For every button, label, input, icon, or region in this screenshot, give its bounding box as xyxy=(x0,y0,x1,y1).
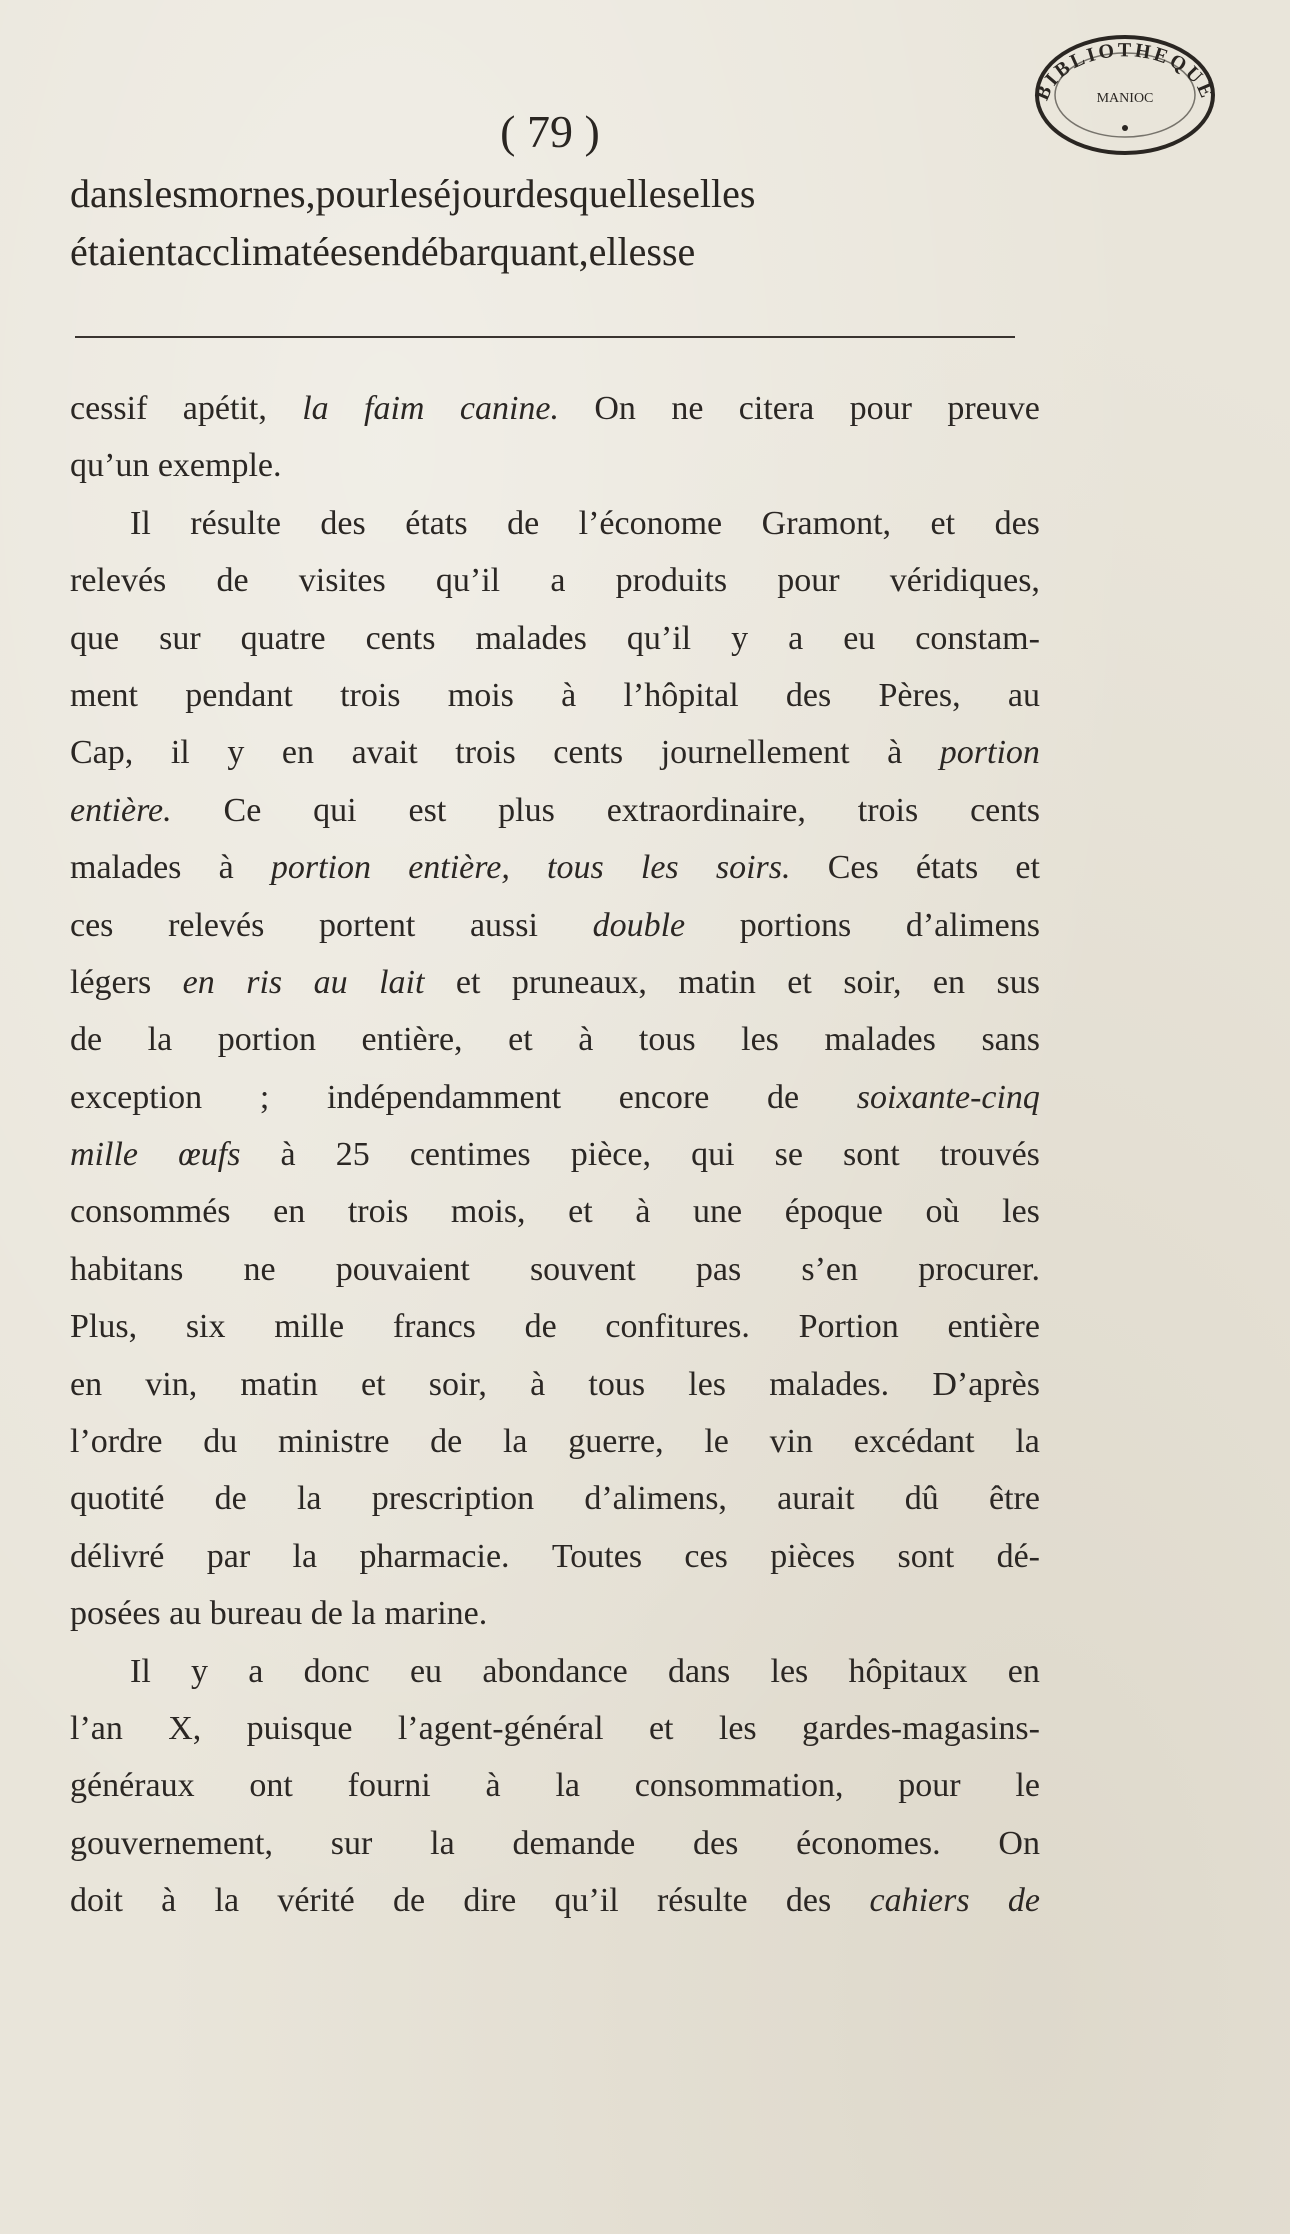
italic-word: de xyxy=(1007,1882,1040,1920)
word: et xyxy=(455,963,481,1001)
word: apétit, xyxy=(182,390,267,427)
text-line xyxy=(70,724,1040,781)
word: de xyxy=(70,1021,103,1059)
word: à xyxy=(485,1767,501,1805)
word: dire xyxy=(463,1882,517,1920)
word: que xyxy=(70,619,120,657)
word: dans xyxy=(667,1652,731,1690)
word: portions xyxy=(739,906,852,944)
text-line xyxy=(70,1126,1040,1183)
word: sans xyxy=(981,1021,1040,1059)
word: ; xyxy=(259,1078,270,1116)
word: a xyxy=(550,562,566,600)
italic-word: soixante-cinq xyxy=(856,1078,1040,1116)
text-line xyxy=(70,1011,1040,1068)
word: qui xyxy=(691,1136,735,1174)
word: Plus, xyxy=(70,1308,138,1346)
word: et xyxy=(361,1365,386,1403)
word: matin xyxy=(678,963,756,1001)
word: Portion xyxy=(798,1308,899,1346)
word: la xyxy=(430,1824,455,1862)
word: matin xyxy=(240,1365,318,1403)
word: habitans xyxy=(70,1250,184,1288)
word: il xyxy=(170,734,190,772)
word: sont xyxy=(897,1537,955,1575)
text-line xyxy=(70,839,1040,896)
word: dé- xyxy=(996,1537,1040,1575)
word: doit xyxy=(70,1882,123,1920)
word: cessif xyxy=(70,390,148,427)
word: malades. xyxy=(769,1365,890,1403)
word: ces xyxy=(684,1537,728,1575)
top-word: mornes, xyxy=(187,171,316,216)
word: donc xyxy=(303,1652,370,1690)
word: pièces xyxy=(770,1537,856,1575)
word: états xyxy=(915,849,979,887)
text-line xyxy=(70,667,1040,724)
word: le xyxy=(704,1423,729,1461)
word: cents xyxy=(553,734,624,772)
text-line xyxy=(70,1700,1040,1757)
word: gardes-magasins- xyxy=(802,1709,1040,1747)
top-word: se xyxy=(661,229,696,274)
text-line xyxy=(70,1585,1040,1642)
word: et xyxy=(930,504,956,542)
word: y xyxy=(227,734,245,772)
word: la xyxy=(292,1537,318,1575)
word: trois xyxy=(857,791,919,829)
top-word: acclimatées xyxy=(176,229,364,274)
word: qu’il xyxy=(554,1882,619,1920)
word: sont xyxy=(843,1136,900,1174)
word: consommation, xyxy=(634,1767,844,1805)
word: trouvés xyxy=(939,1136,1040,1174)
word: trois xyxy=(347,1193,409,1231)
word: à xyxy=(561,676,577,714)
word: états xyxy=(405,504,468,542)
word: pouvaient xyxy=(335,1250,470,1288)
top-word: dans xyxy=(70,171,144,216)
word: malades xyxy=(70,849,182,887)
word: fourni xyxy=(347,1767,431,1805)
word: journellement xyxy=(660,734,850,772)
italic-word: canine. xyxy=(459,390,559,427)
word: cents xyxy=(970,791,1040,829)
text-segment: qu’un exemple. xyxy=(70,447,282,485)
word: être xyxy=(989,1480,1040,1518)
word: demande xyxy=(512,1824,636,1862)
word: ne xyxy=(243,1250,276,1288)
word: consommés xyxy=(70,1193,231,1231)
word: constam- xyxy=(915,619,1040,657)
word: aussi xyxy=(469,906,538,944)
word: vérité xyxy=(277,1882,355,1920)
italic-word: tous xyxy=(547,849,604,887)
word: mois, xyxy=(450,1193,526,1231)
italic-word: portion xyxy=(270,849,371,887)
word: Il xyxy=(130,504,151,542)
word: soir, xyxy=(843,963,902,1001)
italic-word: œufs xyxy=(178,1136,241,1174)
text-line xyxy=(70,782,1040,839)
word: sur xyxy=(159,619,201,657)
italic-word: entière, xyxy=(408,849,510,887)
word: cents xyxy=(365,619,436,657)
word: le xyxy=(1015,1767,1040,1805)
word: encore xyxy=(618,1078,710,1116)
word: X, xyxy=(168,1709,202,1747)
word: prescription xyxy=(371,1480,535,1518)
body-text xyxy=(70,380,1040,1930)
word: Toutes xyxy=(551,1537,643,1575)
word: trois xyxy=(340,676,401,714)
word: et xyxy=(1015,849,1040,887)
italic-word: les xyxy=(640,849,679,887)
italic-word: au xyxy=(313,963,348,1001)
word: Cap, xyxy=(70,734,134,772)
page-number: ( 79 ) xyxy=(500,106,600,157)
word: d’alimens, xyxy=(584,1480,727,1518)
word: qui xyxy=(313,791,357,829)
word: Il xyxy=(130,1652,151,1690)
word: plus xyxy=(498,791,555,829)
word: pour xyxy=(898,1767,961,1805)
word: malades xyxy=(475,619,587,657)
word: tous xyxy=(588,1365,646,1403)
word: entière, xyxy=(361,1021,463,1059)
top-word: débarquant, xyxy=(400,229,589,274)
word: et xyxy=(508,1021,533,1059)
word: où xyxy=(925,1193,960,1231)
word: entière xyxy=(947,1308,1040,1346)
word: a xyxy=(788,619,804,657)
word: dû xyxy=(904,1480,939,1518)
word: les xyxy=(1002,1193,1040,1231)
top-word: étaient xyxy=(70,229,177,274)
text-line xyxy=(70,1757,1040,1814)
italic-word: faim xyxy=(364,390,425,427)
text-line xyxy=(70,437,1040,494)
word: Pères, xyxy=(878,676,961,714)
word: en xyxy=(281,734,315,772)
top-paragraph xyxy=(70,165,1050,281)
word: preuve xyxy=(947,390,1040,427)
word: la xyxy=(214,1882,240,1920)
word: des xyxy=(994,504,1040,542)
word: abondance xyxy=(482,1652,628,1690)
italic-word: mille xyxy=(70,1136,138,1174)
word: Gramont, xyxy=(761,504,892,542)
word: à xyxy=(218,849,234,887)
word: visites xyxy=(298,562,386,600)
text-line xyxy=(70,1356,1040,1413)
word: à xyxy=(280,1136,296,1174)
word: l’économe xyxy=(578,504,723,542)
word: ont xyxy=(249,1767,293,1805)
top-word: séjour xyxy=(417,171,516,216)
italic-word: portion xyxy=(939,734,1040,772)
italic-word: la xyxy=(302,390,329,427)
top-word: le xyxy=(388,171,418,216)
word: l’an xyxy=(70,1709,123,1747)
text-line xyxy=(70,1528,1040,1585)
word: pas xyxy=(695,1250,742,1288)
word: pharmacie. xyxy=(359,1537,510,1575)
top-word: desquelles xyxy=(515,171,683,216)
word: y xyxy=(731,619,749,657)
word: des xyxy=(320,504,366,542)
text-line xyxy=(70,1470,1040,1527)
word: en xyxy=(932,963,966,1001)
word: qu’il xyxy=(435,562,501,600)
word: avait xyxy=(351,734,418,772)
word: On xyxy=(998,1824,1040,1862)
word: hôpitaux xyxy=(848,1652,968,1690)
word: six xyxy=(185,1308,226,1346)
italic-word: en xyxy=(182,963,215,1001)
italic-word: lait xyxy=(379,963,425,1001)
top-word: pour xyxy=(315,171,389,216)
word: excédant xyxy=(853,1423,975,1461)
top-word: les xyxy=(143,171,188,216)
word: 25 xyxy=(335,1136,370,1174)
text-line xyxy=(70,552,1040,609)
word: véridiques, xyxy=(889,562,1040,600)
word: à xyxy=(578,1021,594,1059)
word: eu xyxy=(409,1652,443,1690)
word: d’alimens xyxy=(905,906,1040,944)
word: la xyxy=(147,1021,173,1059)
word: qu’il xyxy=(626,619,692,657)
word: produits xyxy=(615,562,728,600)
word: de xyxy=(430,1423,463,1461)
word: les xyxy=(741,1021,779,1059)
word: D’après xyxy=(932,1365,1040,1403)
top-word: elles xyxy=(682,171,756,216)
word: résulte xyxy=(190,504,281,542)
word: citera xyxy=(738,390,815,427)
top-line-1 xyxy=(70,165,1050,223)
word: sur xyxy=(330,1824,373,1862)
word: pendant xyxy=(185,676,293,714)
word: au xyxy=(1007,676,1040,714)
word: se xyxy=(774,1136,803,1174)
word: francs xyxy=(392,1308,476,1346)
word: les xyxy=(688,1365,727,1403)
word: la xyxy=(1015,1423,1040,1461)
word: de xyxy=(216,562,249,600)
word: extraordinaire, xyxy=(606,791,806,829)
word: souvent xyxy=(529,1250,636,1288)
text-line xyxy=(70,495,1040,552)
word: la xyxy=(502,1423,528,1461)
text-line xyxy=(70,610,1040,667)
word: délivré xyxy=(70,1537,165,1575)
word: sus xyxy=(996,963,1040,1001)
word: à xyxy=(635,1193,651,1231)
word: pour xyxy=(849,390,912,427)
word: l’ordre xyxy=(70,1423,163,1461)
text-line xyxy=(70,1298,1040,1355)
text-line xyxy=(70,1815,1040,1872)
word: malades xyxy=(824,1021,936,1059)
word: résulte xyxy=(656,1882,748,1920)
word: des xyxy=(693,1824,739,1862)
word: des xyxy=(785,1882,832,1920)
word: trois xyxy=(455,734,516,772)
word: époque xyxy=(784,1193,883,1231)
word: généraux xyxy=(70,1767,195,1805)
word: pruneaux, xyxy=(511,963,647,1001)
word: légers xyxy=(70,963,152,1001)
text-line xyxy=(70,954,1040,1011)
word: à xyxy=(161,1882,177,1920)
word: de xyxy=(393,1882,426,1920)
word: en xyxy=(273,1193,306,1231)
word: la xyxy=(296,1480,322,1518)
word: On xyxy=(594,390,636,427)
word: quotité xyxy=(70,1480,165,1518)
word: y xyxy=(191,1652,209,1690)
word: portent xyxy=(318,906,416,944)
word: de xyxy=(524,1308,557,1346)
word: en xyxy=(1007,1652,1040,1690)
word: centimes xyxy=(409,1136,531,1174)
text-line xyxy=(70,1872,1040,1929)
text-line xyxy=(70,897,1040,954)
word: indépendamment xyxy=(326,1078,562,1116)
word: les xyxy=(718,1709,757,1747)
word: s’en xyxy=(801,1250,859,1288)
word: aurait xyxy=(777,1480,855,1518)
text-line xyxy=(70,1069,1040,1126)
word: pour xyxy=(777,562,840,600)
word: Ces xyxy=(827,849,879,887)
word: ces xyxy=(70,906,114,944)
text-line xyxy=(70,1643,1040,1700)
word: l’hôpital xyxy=(623,676,739,714)
word: est xyxy=(408,791,447,829)
word: la xyxy=(555,1767,580,1805)
word: exception xyxy=(70,1078,203,1116)
word: du xyxy=(203,1423,238,1461)
word: et xyxy=(648,1709,674,1747)
stamp-text-middle: MANIOC xyxy=(1096,91,1154,106)
text-line xyxy=(70,1183,1040,1240)
word: mois xyxy=(447,676,514,714)
word: et xyxy=(568,1193,593,1231)
word: pièce, xyxy=(570,1136,651,1174)
word: mille xyxy=(274,1308,345,1346)
word: une xyxy=(693,1193,743,1231)
word: tous xyxy=(638,1021,696,1059)
word: de xyxy=(214,1480,247,1518)
italic-word: ris xyxy=(246,963,283,1001)
word: quatre xyxy=(240,619,326,657)
horizontal-rule xyxy=(75,336,1015,338)
word: confitures. xyxy=(605,1308,750,1346)
stamp-text-top: BIBLIOTHEQUE xyxy=(1031,39,1219,104)
word: eu xyxy=(843,619,876,657)
word: soir, xyxy=(428,1365,487,1403)
italic-word: soirs. xyxy=(715,849,791,887)
word: de xyxy=(507,504,540,542)
word: l’agent-général xyxy=(397,1709,604,1747)
text-segment: posées au bureau de la marine. xyxy=(70,1595,488,1633)
word: relevés xyxy=(168,906,265,944)
top-word: en xyxy=(363,229,401,274)
word: gouvernement, xyxy=(70,1824,273,1862)
word: par xyxy=(206,1537,251,1575)
word: a xyxy=(248,1652,264,1690)
word: portion xyxy=(217,1021,316,1059)
word: des xyxy=(785,676,832,714)
word: relevés xyxy=(70,562,167,600)
word: vin xyxy=(769,1423,814,1461)
word: ne xyxy=(671,390,704,427)
word: Ce xyxy=(223,791,262,829)
top-line-2 xyxy=(70,223,1050,281)
italic-word: double xyxy=(592,906,686,944)
word: à xyxy=(530,1365,546,1403)
word: guerre, xyxy=(568,1423,664,1461)
word: ministre xyxy=(277,1423,390,1461)
top-word: elles xyxy=(588,229,662,274)
italic-word: entière. xyxy=(70,791,172,829)
word: ment xyxy=(70,676,138,714)
word: de xyxy=(767,1078,800,1116)
word: les xyxy=(770,1652,809,1690)
word: économes. xyxy=(796,1824,941,1862)
text-line xyxy=(70,1413,1040,1470)
word: à xyxy=(887,734,903,772)
italic-word: cahiers xyxy=(869,1882,970,1920)
word: et xyxy=(787,963,812,1001)
word: puisque xyxy=(246,1709,353,1747)
text-line xyxy=(70,380,1040,437)
word: procurer. xyxy=(918,1250,1040,1288)
text-line xyxy=(70,1241,1040,1298)
word: en xyxy=(70,1365,103,1403)
word: vin, xyxy=(145,1365,198,1403)
